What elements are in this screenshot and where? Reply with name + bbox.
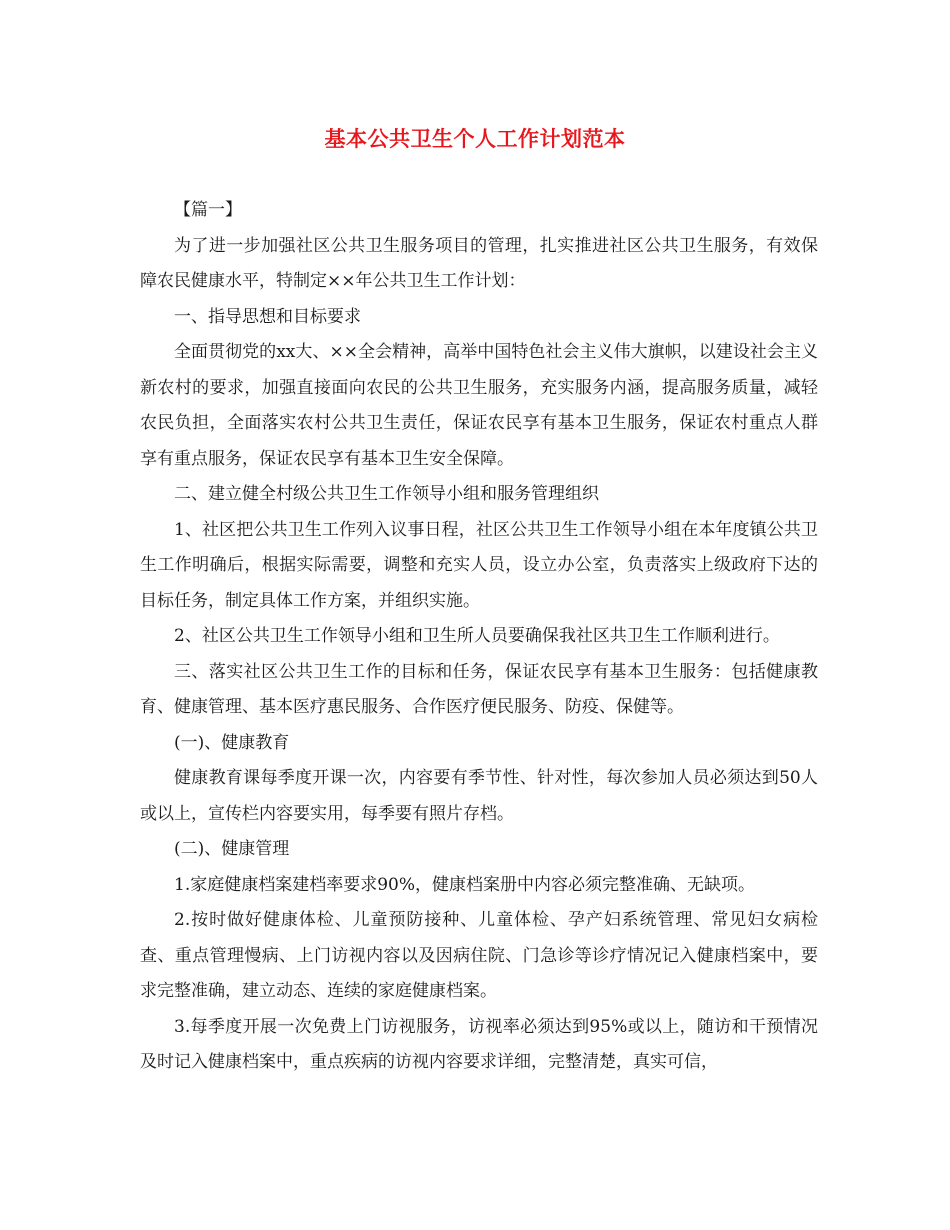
paragraph-intro: 为了进一步加强社区公共卫生服务项目的管理，扎实推进社区公共卫生服务，有效保障农民健康水平，特制定××年公共卫生工作计划： <box>140 235 818 291</box>
section-heading-goals-tasks: 三、落实社区公共卫生工作的目标和任务，保证农民享有基本卫生服务：包括健康教育、健康管理、基本医疗惠民服务、合作医疗便民服务、防疫、保健等。 <box>140 661 818 717</box>
subsection-heading-health-management: (二)、健康管理 <box>174 839 290 859</box>
document-body <box>140 193 818 1081</box>
section-heading-part-one: 【篇一】 <box>174 200 242 220</box>
paragraph-guiding-thought: 全面贯彻党的xx大、××全会精神，高举中国特色社会主义伟大旗帜，以建设社会主义新农村的要求，加强直接面向农民的公共卫生服务，充实服务内涵，提高服务质量，减轻农民负担，全面落实农村公共卫生责任，保证农民享有基本卫生服务，保证农村重点人群享有重点服务，保证农民享有基本卫生安全保障。 <box>140 342 818 469</box>
section-heading-guiding-thought: 一、指导思想和目标要求 <box>174 306 361 327</box>
paragraph-management-item-3: 3.每季度开展一次免费上门访视服务，访视率必须达到95%或以上，随访和干预情况及时记入健康档案中，重点疾病的访视内容要求详细，完整清楚，真实可信， <box>140 1016 818 1072</box>
paragraph-item-1: 1、社区把公共卫生工作列入议事日程，社区公共卫生工作领导小组在本年度镇公共卫生工作明确后，根据实际需要，调整和充实人员，设立办公室，负责落实上级政府下达的目标任务，制定具体工作方案，并组织实施。 <box>140 519 818 611</box>
paragraph-management-item-1: 1.家庭健康档案建档率要求90%，健康档案册中内容必须完整准确、无缺项。 <box>174 874 756 895</box>
document-title: 基本公共卫生个人工作计划范本 <box>324 126 626 151</box>
section-heading-leadership-group: 二、建立健全村级公共卫生工作领导小组和服务管理组织 <box>174 484 599 504</box>
paragraph-management-item-2: 2.按时做好健康体检、儿童预防接种、儿童体检、孕产妇系统管理、常见妇女病检查、重点管理慢病、上门访视内容以及因病住院、门急诊等诊疗情况记入健康档案中，要求完整准确，建立动态、连续的家庭健康档案。 <box>140 910 818 1001</box>
subsection-heading-health-education: (一)、健康教育 <box>174 732 290 753</box>
paragraph-health-education: 健康教育课每季度开课一次，内容要有季节性、针对性，每次参加人员必须达到50人或以上，宣传栏内容要实用，每季要有照片存档。 <box>140 768 818 824</box>
paragraph-item-2: 2、社区公共卫生工作领导小组和卫生所人员要确保我社区共卫生工作顺利进行。 <box>174 626 780 646</box>
